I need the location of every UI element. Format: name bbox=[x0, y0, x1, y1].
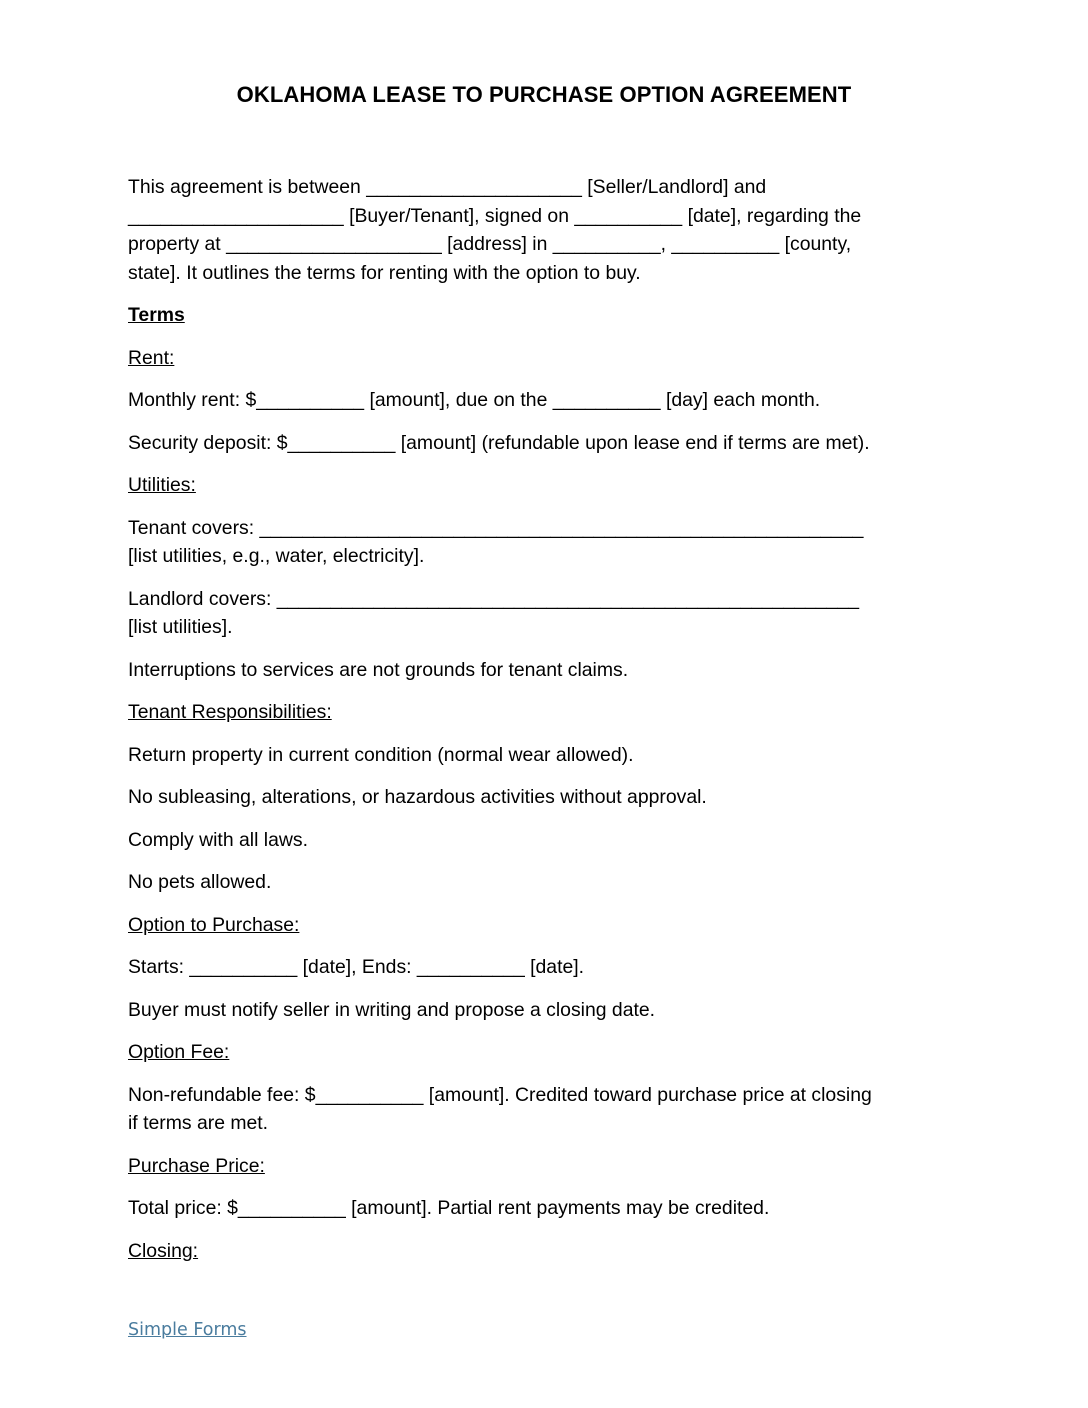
utilities-landlord-line: [list utilities]. bbox=[128, 616, 233, 638]
purchase-price-heading: Purchase Price: bbox=[128, 1154, 265, 1177]
closing-heading: Closing: bbox=[128, 1239, 199, 1262]
document-body bbox=[128, 173, 968, 1279]
responsibility-item: Return property in current condition (normal wear allowed). bbox=[128, 743, 634, 766]
option-fee-line: if terms are met. bbox=[128, 1112, 269, 1134]
intro-paragraph bbox=[128, 173, 968, 287]
option-notice-clause: Buyer must notify seller in writing and propose a closing date. bbox=[128, 998, 656, 1021]
option-heading: Option to Purchase: bbox=[128, 913, 300, 936]
intro-line: ____________________ [Buyer/Tenant], signed on __________ [date], regarding the bbox=[128, 204, 862, 227]
simple-forms-link[interactable]: Simple Forms bbox=[128, 1320, 247, 1340]
utilities-heading: Utilities: bbox=[128, 474, 196, 496]
utilities-tenant-clause bbox=[128, 514, 968, 571]
document-title: OKLAHOMA LEASE TO PURCHASE OPTION AGREEMENT bbox=[236, 82, 852, 107]
option-dates-clause: Starts: __________ [date], Ends: __________ [date]. bbox=[128, 956, 585, 978]
rent-heading: Rent: bbox=[128, 346, 175, 369]
utilities-tenant-line: Tenant covers: ________________________________________________________ bbox=[128, 516, 864, 539]
utilities-tenant-line: [list utilities, e.g., water, electricity]. bbox=[128, 545, 425, 567]
rent-monthly-clause: Monthly rent: $__________ [amount], due on the __________ [day] each month. bbox=[128, 389, 821, 411]
utilities-note: Interruptions to services are not grounds for tenant claims. bbox=[128, 658, 629, 681]
intro-line: state]. It outlines the terms for renting with the option to buy. bbox=[128, 261, 641, 284]
terms-heading: Terms bbox=[128, 304, 185, 326]
intro-line: property at ____________________ [address] in __________, __________ [county, bbox=[128, 233, 852, 255]
utilities-landlord-line: Landlord covers: ______________________________________________________ bbox=[128, 587, 860, 610]
responsibility-item: No subleasing, alterations, or hazardous activities without approval. bbox=[128, 786, 707, 808]
option-fee-heading: Option Fee: bbox=[128, 1041, 230, 1063]
option-fee-clause bbox=[128, 1081, 968, 1138]
purchase-price-clause: Total price: $__________ [amount]. Partial rent payments may be credited. bbox=[128, 1197, 770, 1219]
responsibilities-heading: Tenant Responsibilities: bbox=[128, 701, 332, 723]
responsibility-item: Comply with all laws. bbox=[128, 828, 308, 851]
responsibility-item: No pets allowed. bbox=[128, 871, 272, 893]
intro-line: This agreement is between ____________________ [Seller/Landlord] and bbox=[128, 176, 767, 198]
utilities-landlord-clause bbox=[128, 585, 968, 642]
rent-deposit-clause: Security deposit: $__________ [amount] (refundable upon lease end if terms are met). bbox=[128, 431, 870, 454]
option-fee-line: Non-refundable fee: $__________ [amount]. Credited toward purchase price at closing bbox=[128, 1083, 872, 1106]
